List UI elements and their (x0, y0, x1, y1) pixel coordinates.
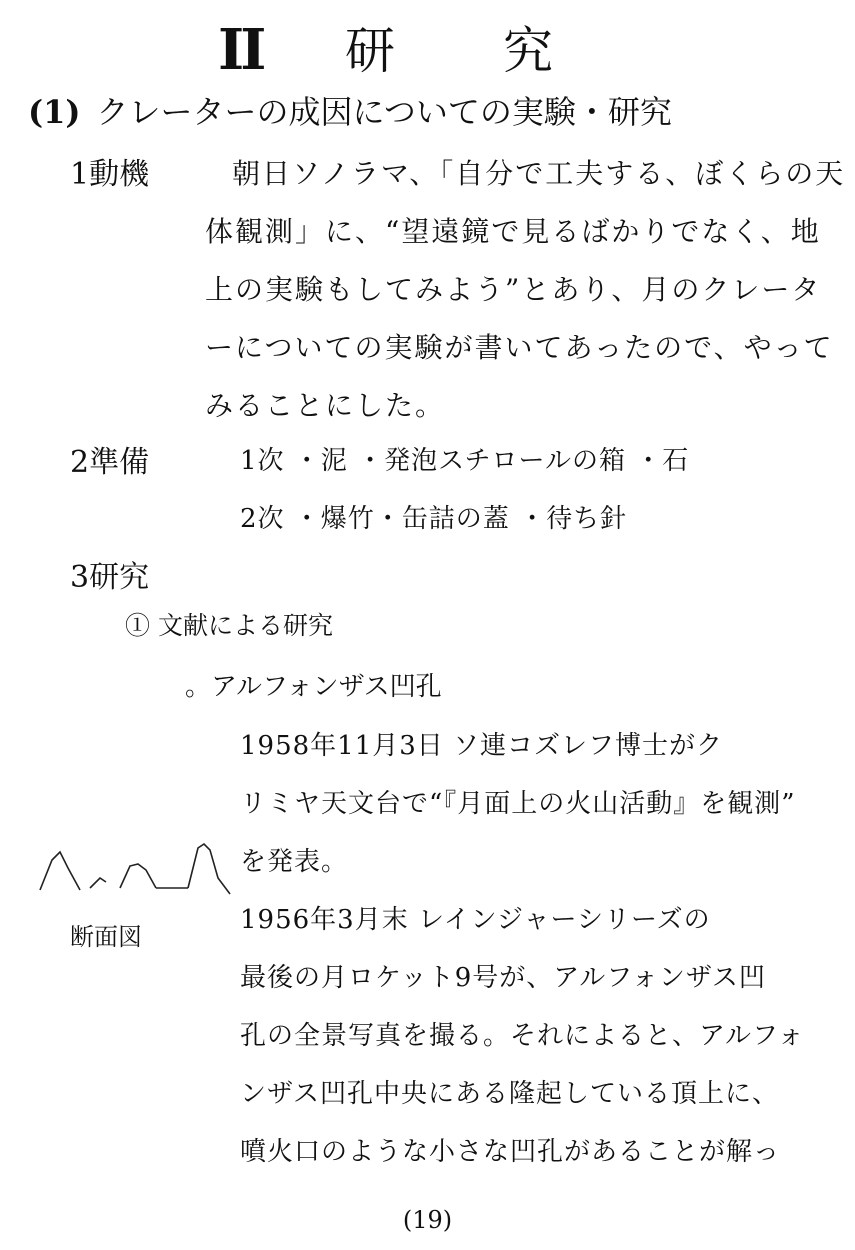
research-line: 1958年11月3日 ソ連コズレフ博士がク (240, 731, 724, 761)
research-subheading: ① 文献による研究 (125, 611, 333, 640)
section-number: (1) (28, 93, 81, 131)
research-label: 3研究 (70, 560, 150, 595)
page-number: (19) (402, 1206, 453, 1234)
research-line: 最後の月ロケット9号が、アルフォンザス凹 (240, 963, 766, 993)
research-line: リミヤ天文台で“『月面上の火山活動』を観測” (240, 789, 796, 819)
motive-line: 上の実験もしてみよう”とあり、月のクレータ (205, 273, 822, 306)
research-line: を発表。 (240, 847, 349, 877)
motive-line: 朝日ソノラマ、「自分で工夫する、ぼくらの天 (232, 157, 846, 190)
crater-cross-section-sketch (38, 838, 238, 898)
sketch-caption: 断面図 (70, 923, 142, 951)
research-line: 噴火口のような小さな凹孔があることが解っ (240, 1137, 781, 1167)
prep-label: 2準備 (70, 445, 150, 480)
title-word: 研究 (345, 22, 661, 80)
motive-line: ーについての実験が書いてあったので、やって (205, 331, 834, 364)
prep-row-2: 2次 ・爆竹・缶詰の蓋 ・待ち針 (240, 504, 628, 534)
motive-line: 体観測」に、“望遠鏡で見るばかりでなく、地 (205, 215, 821, 248)
title-roman-numeral: II (218, 17, 263, 83)
research-item: 。アルフォンザス凹孔 (185, 672, 442, 702)
section-heading (28, 93, 672, 131)
page-title (0, 17, 855, 83)
research-line: 孔の全景写真を撮る。それによると、アルフォ (240, 1021, 805, 1051)
motive-label: 1動機 (70, 157, 150, 192)
motive-line: みることにした。 (205, 389, 446, 422)
research-line: 1956年3月末 レインジャーシリーズの (240, 905, 711, 935)
research-line: ンザス凹孔中央にある隆起している頂上に、 (240, 1079, 779, 1109)
prep-row-1: 1次 ・泥 ・発泡スチロールの箱 ・石 (240, 446, 690, 476)
section-title: クレーターの成因についての実験・研究 (96, 93, 672, 131)
